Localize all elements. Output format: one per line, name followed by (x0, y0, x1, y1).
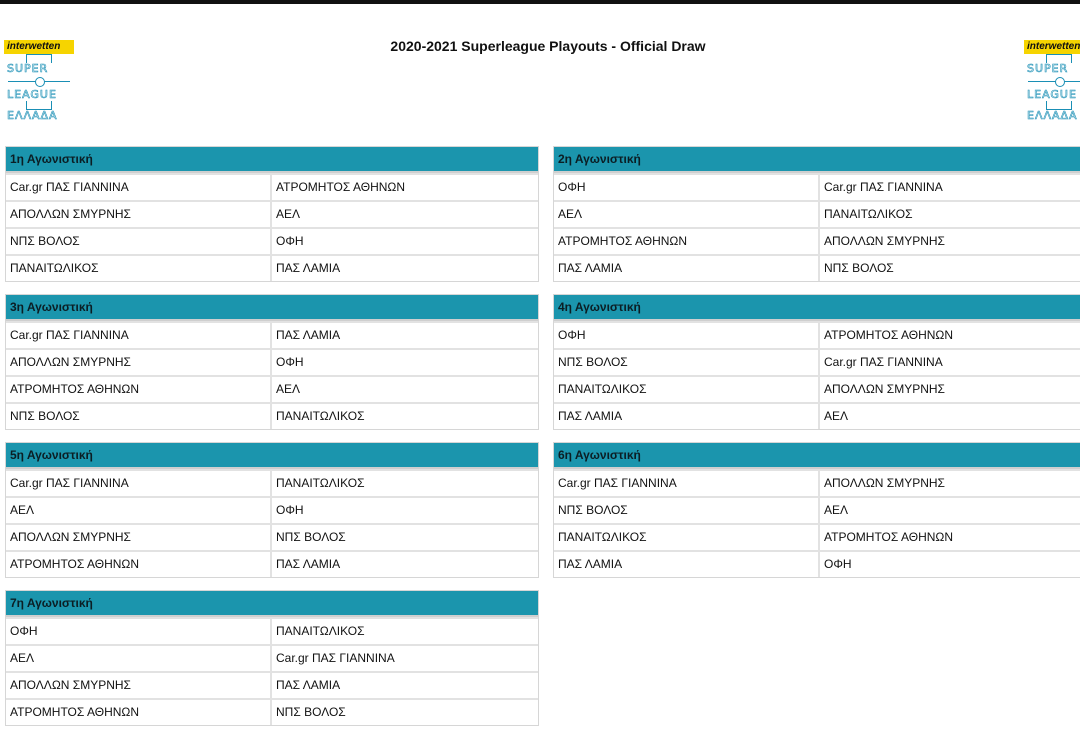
round-table-5 (5, 442, 539, 578)
round-header: 3η Αγωνιστική (6, 295, 538, 321)
round-table-1 (5, 146, 539, 282)
home-team: ΝΠΣ ΒΟΛΟΣ (554, 350, 820, 375)
match-row (554, 496, 1080, 523)
away-team: ΝΠΣ ΒΟΛΟΣ (276, 705, 346, 719)
match-row (6, 173, 538, 200)
match-row (554, 200, 1080, 227)
away-team: ΑΕΛ (824, 503, 849, 517)
away-team: ΟΦΗ (276, 503, 304, 517)
match-row (6, 348, 538, 375)
home-team: ΟΦΗ (554, 323, 820, 348)
match-row (554, 321, 1080, 348)
away-team: ΑΤΡΟΜΗΤΟΣ ΑΘΗΝΩΝ (824, 530, 954, 544)
round-table-4 (553, 294, 1080, 430)
match-row (6, 469, 538, 496)
superleague-logo-left (4, 40, 74, 138)
home-team: Car.gr ΠΑΣ ΓΙΑΝΝΙΝΑ (6, 175, 272, 200)
round-table-2 (553, 146, 1080, 282)
logo-word-super: SUPER (7, 62, 49, 75)
match-row (6, 644, 538, 671)
away-team: ΑΕΛ (276, 207, 301, 221)
home-team: ΠΑΣ ΛΑΜΙΑ (554, 552, 820, 577)
away-team: ΟΦΗ (276, 355, 304, 369)
match-row (554, 348, 1080, 375)
away-team: ΝΠΣ ΒΟΛΟΣ (824, 261, 894, 275)
round-header: 2η Αγωνιστική (554, 147, 1080, 173)
home-team: ΑΠΟΛΛΩΝ ΣΜΥΡΝΗΣ (6, 202, 272, 227)
logo-word-league: LEAGUE (1027, 88, 1077, 101)
match-row (554, 227, 1080, 254)
home-team: Car.gr ΠΑΣ ΓΙΑΝΝΙΝΑ (6, 471, 272, 496)
match-row (6, 321, 538, 348)
away-team: ΟΦΗ (276, 234, 304, 248)
match-row (554, 254, 1080, 281)
round-table-6 (553, 442, 1080, 578)
home-team: ΑΕΛ (6, 498, 272, 523)
away-team: ΑΕΛ (276, 382, 301, 396)
match-row (554, 375, 1080, 402)
logo-word-league: LEAGUE (7, 88, 57, 101)
round-header: 6η Αγωνιστική (554, 443, 1080, 469)
home-team: Car.gr ΠΑΣ ΓΙΑΝΝΙΝΑ (554, 471, 820, 496)
match-row (6, 523, 538, 550)
match-row (6, 375, 538, 402)
match-row (6, 496, 538, 523)
round-header: 4η Αγωνιστική (554, 295, 1080, 321)
away-team: ΑΠΟΛΛΩΝ ΣΜΥΡΝΗΣ (824, 234, 945, 248)
top-border (0, 0, 1080, 4)
match-row (554, 523, 1080, 550)
away-team: ΠΑΝΑΙΤΩΛΙΚΟΣ (276, 476, 365, 490)
away-team: ΠΑΝΑΙΤΩΛΙΚΟΣ (276, 409, 365, 423)
superleague-logo-right (1024, 40, 1080, 138)
match-row (554, 173, 1080, 200)
away-team: ΑΕΛ (824, 409, 849, 423)
logo-word-super: SUPER (1027, 62, 1069, 75)
home-team: ΑΠΟΛΛΩΝ ΣΜΥΡΝΗΣ (6, 673, 272, 698)
round-header: 7η Αγωνιστική (6, 591, 538, 617)
round-table-3 (5, 294, 539, 430)
away-team: ΠΑΣ ΛΑΜΙΑ (276, 261, 341, 275)
home-team: ΠΑΝΑΙΤΩΛΙΚΟΣ (554, 377, 820, 402)
round-table-7 (5, 590, 539, 726)
sponsor-logo-text: interwetten (4, 40, 74, 54)
match-row (6, 617, 538, 644)
home-team: ΠΑΣ ΛΑΜΙΑ (554, 404, 820, 429)
away-team: Car.gr ΠΑΣ ΓΙΑΝΝΙΝΑ (824, 180, 943, 194)
match-row (554, 550, 1080, 577)
match-row (6, 227, 538, 254)
away-team: ΟΦΗ (824, 557, 852, 571)
away-team: ΠΑΣ ΛΑΜΙΑ (276, 328, 341, 342)
round-header: 1η Αγωνιστική (6, 147, 538, 173)
away-team: ΝΠΣ ΒΟΛΟΣ (276, 530, 346, 544)
match-row (6, 254, 538, 281)
away-team: ΠΑΝΑΙΤΩΛΙΚΟΣ (276, 624, 365, 638)
home-team: ΑΠΟΛΛΩΝ ΣΜΥΡΝΗΣ (6, 350, 272, 375)
logo-center-circle (1028, 75, 1080, 89)
away-team: ΑΤΡΟΜΗΤΟΣ ΑΘΗΝΩΝ (276, 180, 406, 194)
home-team: ΑΕΛ (6, 646, 272, 671)
match-row (6, 402, 538, 429)
match-row (6, 550, 538, 577)
away-team: Car.gr ΠΑΣ ΓΙΑΝΝΙΝΑ (824, 355, 943, 369)
logo-word-ellada: ΕΛΛΑΔΑ (1027, 109, 1078, 122)
home-team: ΑΤΡΟΜΗΤΟΣ ΑΘΗΝΩΝ (6, 377, 272, 402)
home-team: ΠΑΝΑΙΤΩΛΙΚΟΣ (6, 256, 272, 281)
logo-word-ellada: ΕΛΛΑΔΑ (7, 109, 58, 122)
away-team: ΠΑΣ ΛΑΜΙΑ (276, 557, 341, 571)
home-team: ΟΦΗ (554, 175, 820, 200)
home-team: ΠΑΝΑΙΤΩΛΙΚΟΣ (554, 525, 820, 550)
home-team: ΝΠΣ ΒΟΛΟΣ (6, 404, 272, 429)
away-team: ΠΑΝΑΙΤΩΛΙΚΟΣ (824, 207, 913, 221)
home-team: ΟΦΗ (6, 619, 272, 644)
home-team: ΑΕΛ (554, 202, 820, 227)
home-team: ΝΠΣ ΒΟΛΟΣ (554, 498, 820, 523)
home-team: ΑΤΡΟΜΗΤΟΣ ΑΘΗΝΩΝ (6, 552, 272, 577)
round-header: 5η Αγωνιστική (6, 443, 538, 469)
sponsor-logo-text: interwetten (1024, 40, 1080, 54)
match-row (6, 698, 538, 725)
home-team: ΠΑΣ ΛΑΜΙΑ (554, 256, 820, 281)
home-team: Car.gr ΠΑΣ ΓΙΑΝΝΙΝΑ (6, 323, 272, 348)
match-row (554, 402, 1080, 429)
match-row (6, 671, 538, 698)
logo-center-circle (8, 75, 70, 89)
page-title: 2020-2021 Superleague Playouts - Official Draw (390, 38, 706, 54)
home-team: ΑΠΟΛΛΩΝ ΣΜΥΡΝΗΣ (6, 525, 272, 550)
away-team: ΠΑΣ ΛΑΜΙΑ (276, 678, 341, 692)
away-team: ΑΠΟΛΛΩΝ ΣΜΥΡΝΗΣ (824, 382, 945, 396)
match-row (6, 200, 538, 227)
match-row (554, 469, 1080, 496)
home-team: ΝΠΣ ΒΟΛΟΣ (6, 229, 272, 254)
away-team: ΑΤΡΟΜΗΤΟΣ ΑΘΗΝΩΝ (824, 328, 954, 342)
away-team: Car.gr ΠΑΣ ΓΙΑΝΝΙΝΑ (276, 651, 395, 665)
home-team: ΑΤΡΟΜΗΤΟΣ ΑΘΗΝΩΝ (6, 700, 272, 725)
home-team: ΑΤΡΟΜΗΤΟΣ ΑΘΗΝΩΝ (554, 229, 820, 254)
away-team: ΑΠΟΛΛΩΝ ΣΜΥΡΝΗΣ (824, 476, 945, 490)
